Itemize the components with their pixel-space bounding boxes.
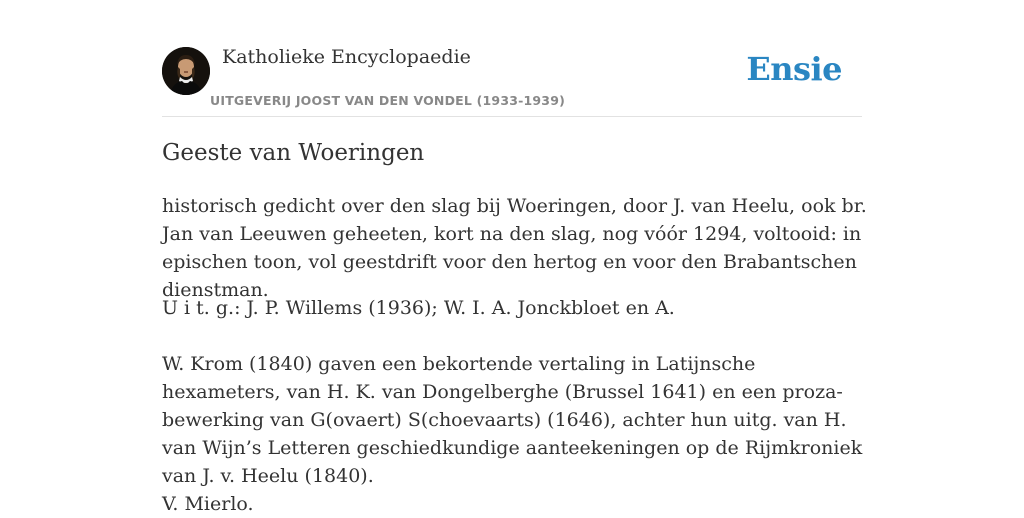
article-author: V. Mierlo.	[162, 493, 254, 515]
brand-logo[interactable]: Ensie	[746, 50, 842, 88]
article-paragraph: U i t. g.: J. P. Willems (1936); W. I. A. Jonckbloet en A.	[162, 297, 675, 319]
article-paragraph: historisch gedicht over den slag bij Woeringen, door J. van Heelu, ook br. Jan van Leeuwen geheeten, kort na den slag, nog vóór 1294, voltooid: in epischen toon, vol geestdrift voor den hertog en voor den Brabantschen dienstman.	[162, 195, 867, 301]
article-title: Geeste van Woeringen	[162, 140, 425, 166]
site-title[interactable]: Katholieke Encyclopaedie	[222, 46, 471, 68]
article-paragraph: W. Krom (1840) gaven een bekortende vertaling in Latijnsche hexameters, van H. K. van Dongelberghe (Brussel 1641) en een proza-bewerking van G(ovaert) S(choevaarts) (1646), achter hun uitg. van H. van Wijn’s Letteren geschiedkundige aanteekeningen op de Rijmkroniek van J. v. Heelu (1840).	[162, 353, 863, 487]
publisher-label: UITGEVERIJ JOOST VAN DEN VONDEL (1933-1939)	[210, 93, 566, 108]
portrait-avatar-icon[interactable]	[162, 47, 210, 95]
site-header	[162, 0, 862, 117]
page-container	[162, 0, 867, 515]
